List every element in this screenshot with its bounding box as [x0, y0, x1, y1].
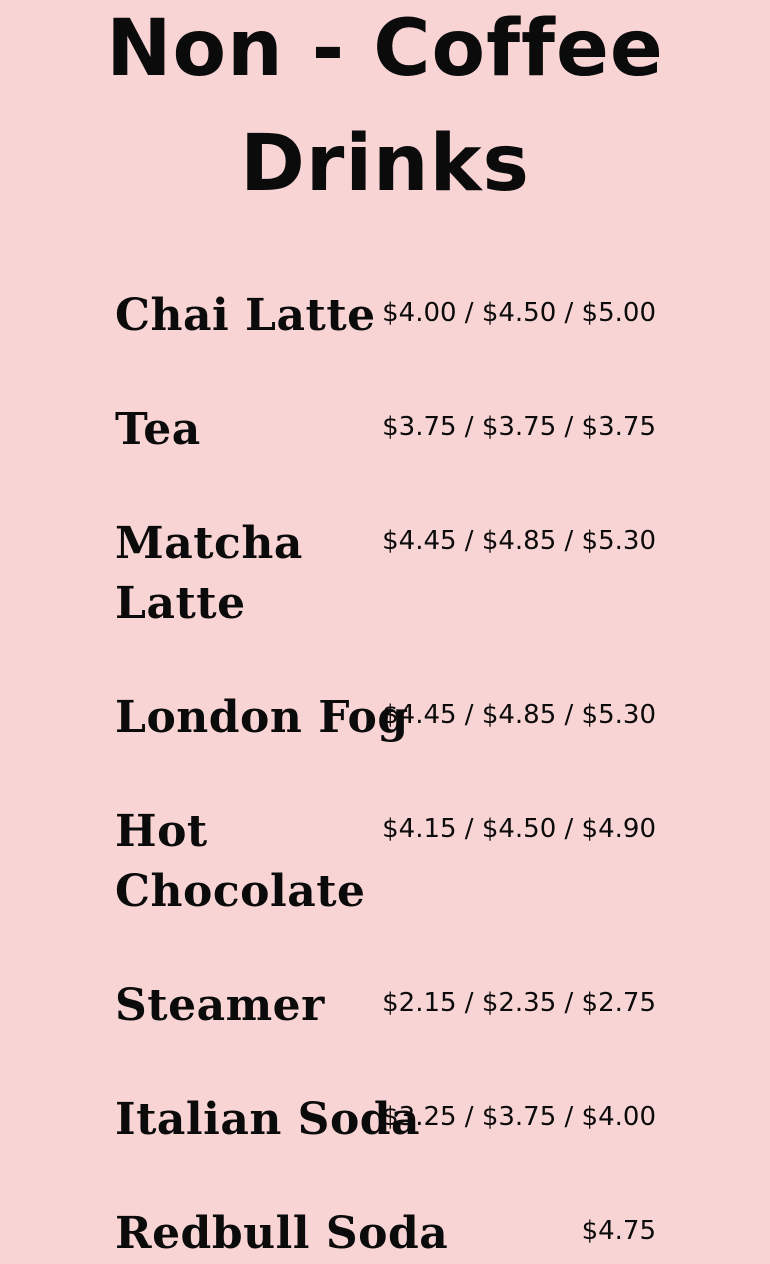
item-name: Chai Latte — [115, 290, 376, 341]
item-name: Tea — [115, 404, 201, 455]
menu-item-hot-chocolate — [115, 802, 656, 922]
title-line-1: Non - Coffee — [106, 4, 664, 94]
item-price: $4.15 / $4.50 / $4.90 — [382, 814, 656, 844]
menu-item-redbull-soda — [115, 1204, 656, 1264]
item-name: Matcha Latte — [115, 518, 303, 629]
item-name: Hot Chocolate — [115, 806, 366, 917]
item-price: $2.15 / $2.35 / $2.75 — [382, 988, 656, 1018]
item-price: $4.00 / $4.50 / $5.00 — [382, 298, 656, 328]
item-name: Steamer — [115, 980, 325, 1031]
menu-item-tea — [115, 400, 656, 460]
item-price: $4.45 / $4.85 / $5.30 — [382, 526, 656, 556]
menu-item-steamer — [115, 976, 656, 1036]
item-name: London Fog — [115, 692, 409, 743]
item-price: $4.45 / $4.85 / $5.30 — [382, 700, 656, 730]
title-line-2: Drinks — [240, 119, 530, 209]
item-name: Italian Soda — [115, 1094, 421, 1145]
menu-item-chai-latte — [115, 286, 656, 346]
menu-item-london-fog — [115, 688, 656, 748]
item-price: $3.25 / $3.75 / $4.00 — [382, 1102, 656, 1132]
drinks-list — [115, 286, 656, 1264]
item-price: $4.75 — [581, 1216, 656, 1246]
menu-item-italian-soda — [115, 1090, 656, 1150]
menu-item-matcha-latte — [115, 514, 656, 634]
page-title — [0, 0, 770, 222]
item-name: Redbull Soda — [115, 1208, 449, 1259]
item-price: $3.75 / $3.75 / $3.75 — [382, 412, 656, 442]
